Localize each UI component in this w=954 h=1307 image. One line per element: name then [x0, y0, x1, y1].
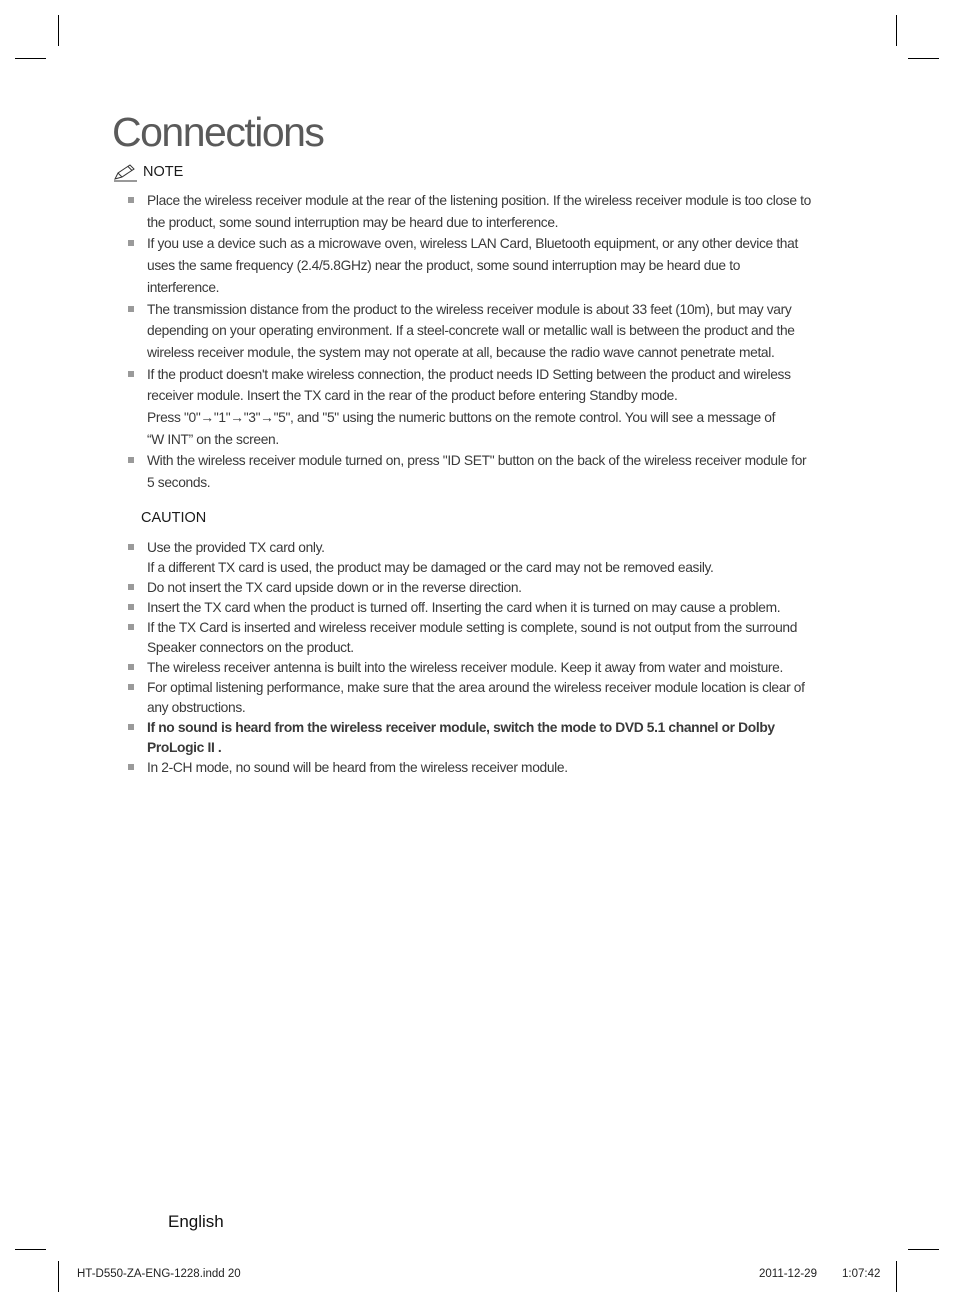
note-item: [127, 233, 817, 298]
square-bullet-icon: [128, 584, 134, 590]
caution-item-line: ProLogic II .: [147, 740, 222, 755]
note-item-line: If the product doesn't make wireless connection, the product needs ID Setting between the product and wireless: [147, 366, 791, 382]
caution-item-line: The wireless receiver antenna is built into the wireless receiver module. Keep it away from water and moisture.: [147, 660, 783, 675]
square-bullet-icon: [128, 197, 134, 203]
caution-item-line: If the TX Card is inserted and wireless receiver module setting is complete, sound is not output from the surround: [147, 620, 798, 635]
caution-item-line: In 2-CH mode, no sound will be heard from the wireless receiver module.: [147, 760, 568, 775]
square-bullet-icon: [128, 544, 134, 550]
pencil-icon: [113, 162, 139, 182]
caution-item: [127, 718, 817, 758]
note-item-line: 5 seconds.: [147, 475, 211, 491]
note-item-line: receiver module. Insert the TX card in the rear of the product before entering Standby mode.: [147, 388, 678, 404]
caution-item-line: If a different TX card is used, the product may be damaged or the card may not be removed easily.: [147, 560, 714, 575]
slug-time: 1:07:42: [842, 1268, 881, 1280]
note-item: [127, 364, 817, 451]
note-item-line: Press "0"→"1"→"3"→"5", and "5" using the numeric buttons on the remote control. You will see a message of: [147, 410, 776, 426]
note-item-line: Place the wireless receiver module at the rear of the listening position. If the wireless receiver module is too close to: [147, 193, 811, 208]
crop-mark: [896, 15, 897, 46]
note-item: [127, 190, 817, 233]
caution-item: [127, 758, 817, 778]
square-bullet-icon: [128, 764, 134, 770]
caution-item-line: Insert the TX card when the product is turned off. Inserting the card when it is turned on may cause a problem.: [147, 600, 781, 615]
caution-item: [127, 578, 817, 598]
caution-item-line: any obstructions.: [147, 700, 246, 715]
note-heading: [113, 162, 183, 182]
caution-item-line: For optimal listening performance, make sure that the area around the wireless receiver module location is clear of: [147, 680, 805, 695]
square-bullet-icon: [128, 306, 134, 312]
crop-mark: [15, 1249, 46, 1250]
square-bullet-icon: [128, 724, 134, 730]
note-heading-label: NOTE: [143, 164, 184, 180]
square-bullet-icon: [128, 684, 134, 690]
note-list: [127, 190, 817, 494]
note-item: [127, 299, 817, 364]
caution-item: [127, 618, 817, 658]
square-bullet-icon: [128, 664, 134, 670]
note-item-line: the product, some sound interruption may be heard due to interference.: [147, 214, 559, 230]
note-item-line: “W INT” on the screen.: [147, 431, 279, 447]
crop-mark: [15, 58, 46, 59]
caution-item-line: Do not insert the TX card upside down or in the reverse direction.: [147, 580, 522, 595]
note-item-line: depending on your operating environment. If a steel-concrete wall or metallic wall is between the product and the: [147, 323, 795, 339]
caution-item-line: Use the provided TX card only.: [147, 540, 325, 555]
square-bullet-icon: [128, 371, 134, 377]
square-bullet-icon: [128, 457, 134, 463]
footer-language: English: [168, 1212, 224, 1231]
crop-mark: [908, 1249, 939, 1250]
page-title: Connections: [112, 109, 324, 155]
note-item-line: The transmission distance from the product to the wireless receiver module is about 33 feet (10m), but may vary: [147, 301, 792, 317]
caution-item: [127, 678, 817, 718]
square-bullet-icon: [128, 604, 134, 610]
slug-date: 2011-12-29: [759, 1268, 817, 1280]
caution-list: [127, 538, 817, 778]
caution-heading-label: CAUTION: [141, 510, 207, 526]
caution-item-line: Speaker connectors on the product.: [147, 640, 354, 655]
crop-mark: [58, 1261, 59, 1292]
note-item-line: uses the same frequency (2.4/5.8GHz) near the product, some sound interruption may be heard due to: [147, 258, 741, 274]
note-item-line: wireless receiver module, the system may not operate at all, because the radio wave cannot penetrate metal.: [147, 344, 775, 360]
caution-item: [127, 598, 817, 618]
crop-mark: [908, 58, 939, 59]
caution-heading: [141, 510, 206, 526]
crop-mark: [896, 1261, 897, 1292]
note-item-line: With the wireless receiver module turned on, press "ID SET" button on the back of the wireless receiver module for: [147, 453, 807, 469]
note-item: [127, 450, 817, 493]
caution-item: [127, 658, 817, 678]
slug-file: HT-D550-ZA-ENG-1228.indd 20: [77, 1268, 241, 1280]
caution-item: [127, 538, 817, 578]
note-item-line: interference.: [147, 279, 220, 295]
square-bullet-icon: [128, 240, 134, 246]
caution-item-line: If no sound is heard from the wireless receiver module, switch the mode to DVD 5.1 channel or Dolby: [147, 720, 775, 735]
square-bullet-icon: [128, 624, 134, 630]
note-item-line: If you use a device such as a microwave oven, wireless LAN Card, Bluetooth equipment, or any other device that: [147, 236, 798, 252]
crop-mark: [58, 15, 59, 46]
